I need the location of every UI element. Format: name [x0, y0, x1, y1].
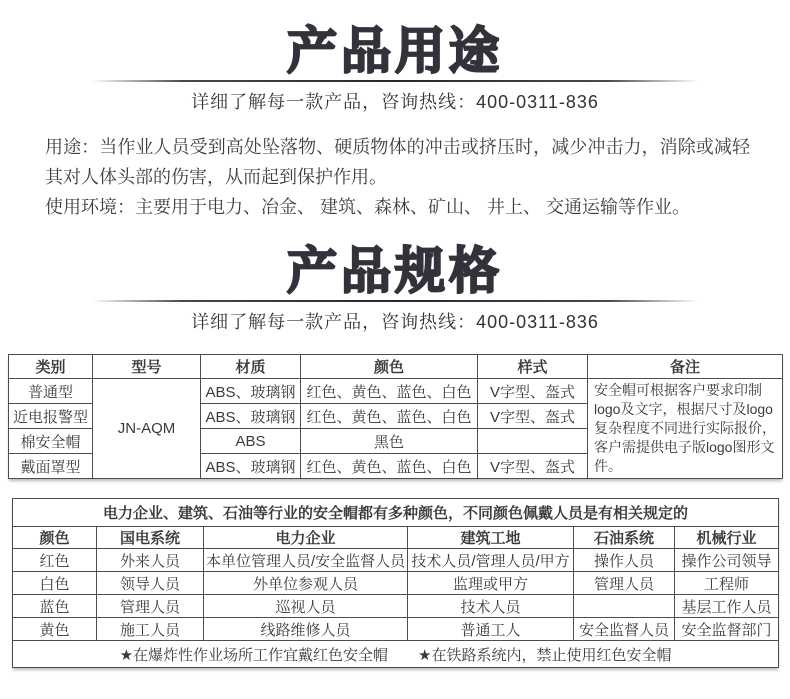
cell-petroleum: 操作人员	[574, 549, 675, 572]
spec-header-style: 样式	[478, 355, 588, 379]
color-table-footnote-row	[13, 641, 779, 668]
spec-material: ABS、玻璃钢	[201, 404, 301, 429]
cell-color: 红色	[13, 549, 97, 572]
spec-style	[478, 429, 588, 454]
spec-category: 普通型	[9, 379, 93, 404]
cell-state-grid: 施工人员	[97, 618, 204, 641]
cell-petroleum	[574, 595, 675, 618]
table-row	[13, 572, 779, 595]
usage-paragraph	[0, 132, 790, 222]
cell-machinery: 基层工作人员	[675, 595, 779, 618]
color-header-petroleum: 石油系统	[574, 527, 675, 549]
hotline-subtitle: 详细了解每一款产品，咨询热线：400-0311-836	[191, 312, 599, 332]
spec-model: JN-AQM	[93, 379, 201, 479]
cell-color: 黄色	[13, 618, 97, 641]
spec-table-header-row	[9, 355, 783, 379]
color-header-construction: 建筑工地	[408, 527, 574, 549]
color-table-footnote: ★在爆炸性作业场所工作宜戴红色安全帽 ★在铁路系统内，禁止使用红色安全帽	[13, 641, 779, 668]
cell-state-grid: 管理人员	[97, 595, 204, 618]
cell-construction: 技术人员/管理人员/甲方	[408, 549, 574, 572]
title-divider	[91, 80, 699, 82]
table-row	[13, 595, 779, 618]
spec-header-category: 类别	[9, 355, 93, 379]
cell-state-grid: 外来人员	[97, 549, 204, 572]
spec-table	[8, 354, 783, 479]
table-row	[13, 618, 779, 641]
spec-category: 戴面罩型	[9, 454, 93, 479]
cell-power: 本单位管理人员/安全监督人员	[204, 549, 408, 572]
spec-material: ABS、玻璃钢	[201, 379, 301, 404]
spec-header-remark: 备注	[588, 355, 783, 379]
cell-machinery: 安全监督部门	[675, 618, 779, 641]
spec-colors: 红色、黄色、蓝色、白色	[301, 404, 478, 429]
spec-header-material: 材质	[201, 355, 301, 379]
spec-header-model: 型号	[93, 355, 201, 379]
cell-power: 外单位参观人员	[204, 572, 408, 595]
spec-style: V字型、盔式	[478, 379, 588, 404]
color-rules-table	[12, 498, 779, 668]
color-table-intro-row	[13, 499, 779, 527]
usage-line-2: 使用环境：主要用于电力、冶金、 建筑、森林、矿山、 井上、 交通运输等作业。	[45, 197, 690, 217]
cell-construction: 技术人员	[408, 595, 574, 618]
cell-state-grid: 领导人员	[97, 572, 204, 595]
cell-petroleum: 管理人员	[574, 572, 675, 595]
cell-petroleum: 安全监督人员	[574, 618, 675, 641]
spec-colors: 黑色	[301, 429, 478, 454]
spec-style: V字型、盔式	[478, 454, 588, 479]
usage-title-block	[0, 0, 790, 113]
color-header-state-grid: 国电系统	[97, 527, 204, 549]
color-header-color: 颜色	[13, 527, 97, 549]
spec-header-colors: 颜色	[301, 355, 478, 379]
usage-line-1: 用途：当作业人员受到高处坠落物、硬质物体的冲击或挤压时，减少冲击力，消除或减轻其对人体头部的伤害，从而起到保护作用。	[45, 137, 750, 187]
cell-construction: 监理或甲方	[408, 572, 574, 595]
color-table-header-row	[13, 527, 779, 549]
hotline-subtitle: 详细了解每一款产品，咨询热线：400-0311-836	[191, 92, 599, 112]
spec-remark: 安全帽可根据客户要求印制logo及文字，根据尺寸及logo复杂程度不同进行实际报价，客户需提供电子版logo图形文件。	[588, 379, 783, 479]
spec-material: ABS、玻璃钢	[201, 454, 301, 479]
cell-color: 白色	[13, 572, 97, 595]
cell-power: 巡视人员	[204, 595, 408, 618]
cell-power: 线路维修人员	[204, 618, 408, 641]
spec-material: ABS	[201, 429, 301, 454]
title-divider	[91, 300, 699, 302]
spec-colors: 红色、黄色、蓝色、白色	[301, 454, 478, 479]
color-table-intro: 电力企业、建筑、石油等行业的安全帽都有多种颜色，不同颜色佩戴人员是有相关规定的	[13, 499, 779, 527]
cell-machinery: 操作公司领导	[675, 549, 779, 572]
cell-machinery: 工程师	[675, 572, 779, 595]
specs-title-block	[0, 222, 790, 333]
spec-category: 近电报警型	[9, 404, 93, 429]
cell-color: 蓝色	[13, 595, 97, 618]
table-row	[9, 379, 783, 404]
spec-colors: 红色、黄色、蓝色、白色	[301, 379, 478, 404]
specs-page-title: 产品规格	[287, 243, 503, 299]
spec-category: 棉安全帽	[9, 429, 93, 454]
table-row	[13, 549, 779, 572]
color-header-machinery: 机械行业	[675, 527, 779, 549]
cell-construction: 普通工人	[408, 618, 574, 641]
color-header-power: 电力企业	[204, 527, 408, 549]
spec-style: V字型、盔式	[478, 404, 588, 429]
usage-page-title: 产品用途	[287, 23, 503, 79]
